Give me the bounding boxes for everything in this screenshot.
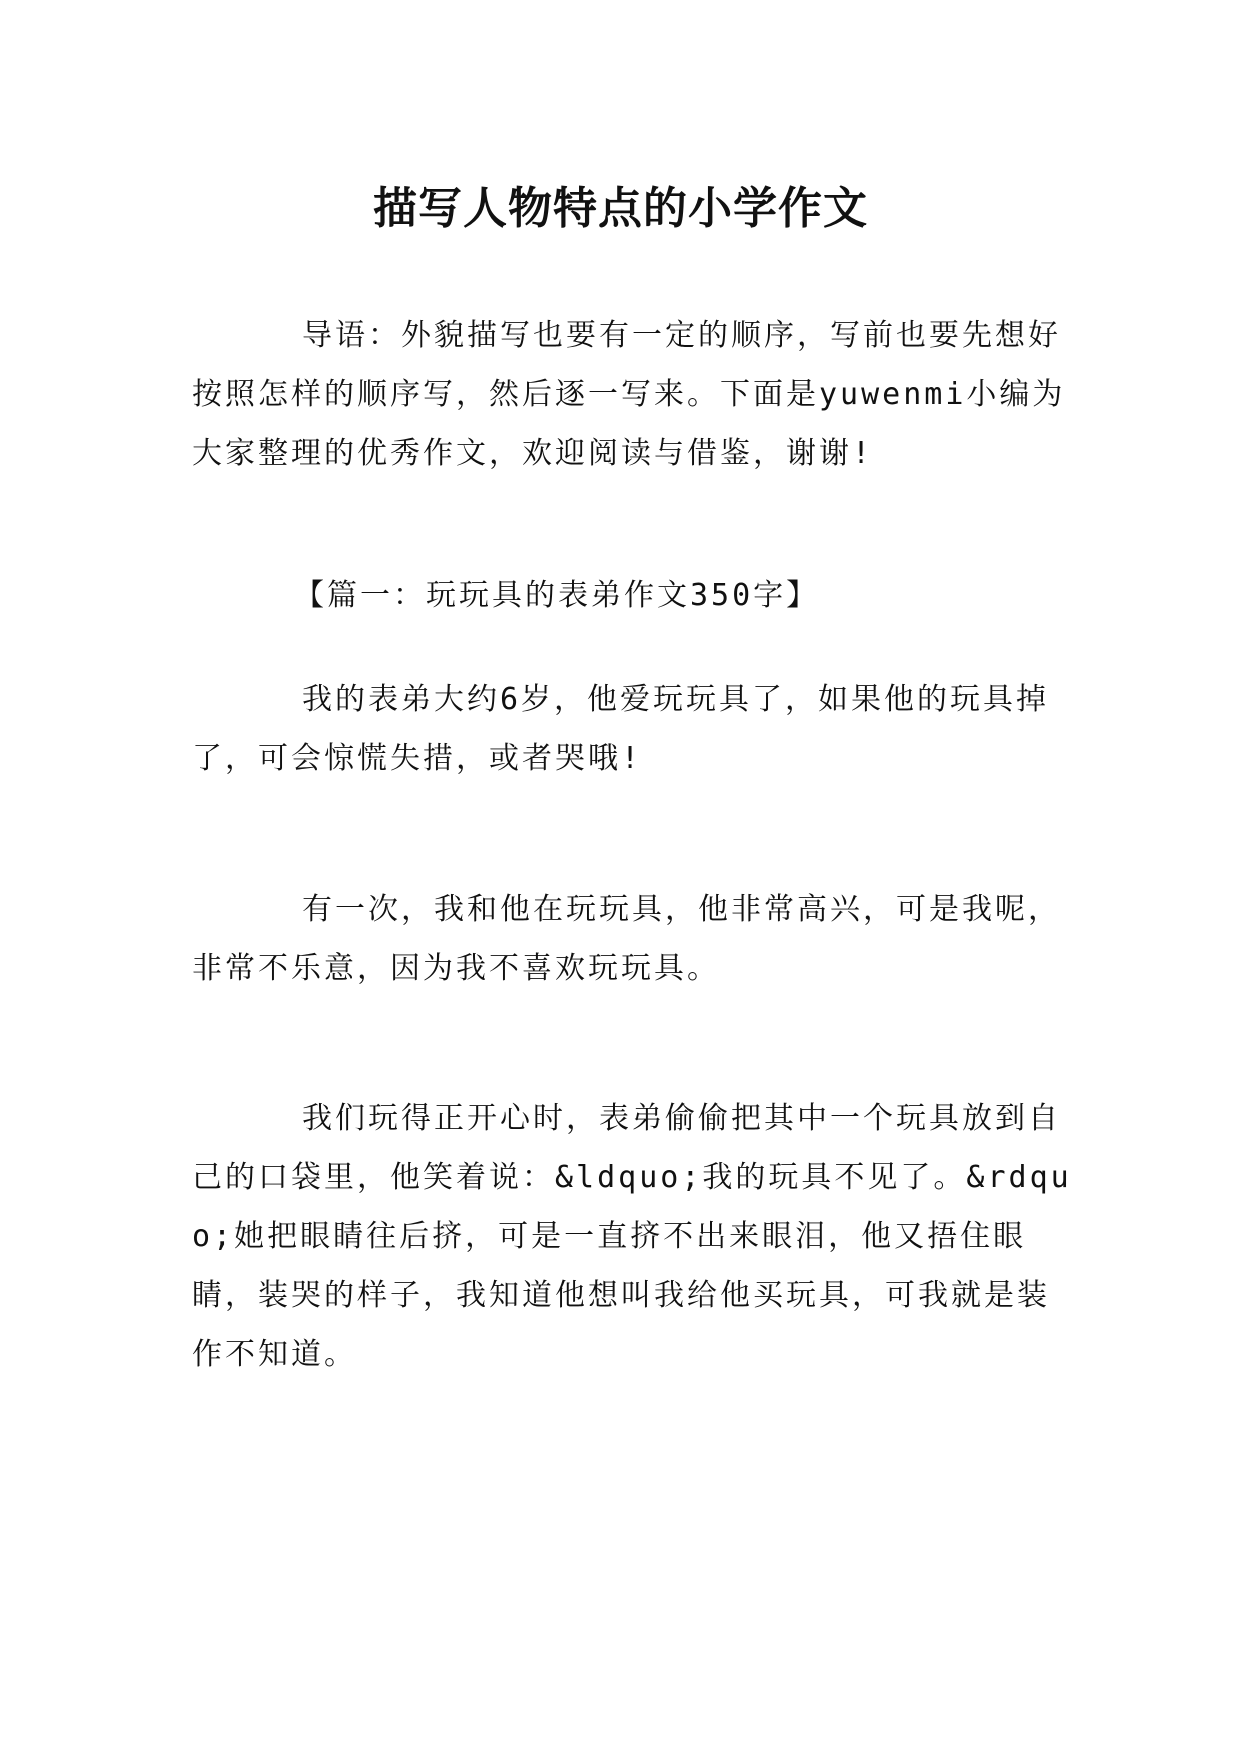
body-paragraph-1: 我的表弟大约6岁，他爱玩玩具了，如果他的玩具掉了，可会惊慌失措，或者哭哦! <box>192 682 1050 776</box>
body-paragraph-2: 有一次，我和他在玩玩具，他非常高兴，可是我呢，非常不乐意，因为我不喜欢玩玩具。 <box>192 892 1061 986</box>
intro-paragraph: 导语：外貌描写也要有一定的顺序，写前也要先想好按照怎样的顺序写，然后逐一写来。下面是yuwenmi小编为大家整理的优秀作文，欢迎阅读与借鉴，谢谢! <box>192 318 1066 471</box>
body-paragraph-3: 我们玩得正开心时，表弟偷偷把其中一个玩具放到自己的口袋里，他笑着说：&ldquo;我的玩具不见了。&rdquo;她把眼睛往后挤，可是一直挤不出来眼泪，他又捂住眼睛，装哭的样子，我知道他想叫我给他买玩具，可我就是装作不知道。 <box>192 1101 1072 1372</box>
document-title: 描写人物特点的小学作文 <box>373 183 868 235</box>
section-heading: 【篇一：玩玩具的表弟作文350字】 <box>294 578 820 613</box>
